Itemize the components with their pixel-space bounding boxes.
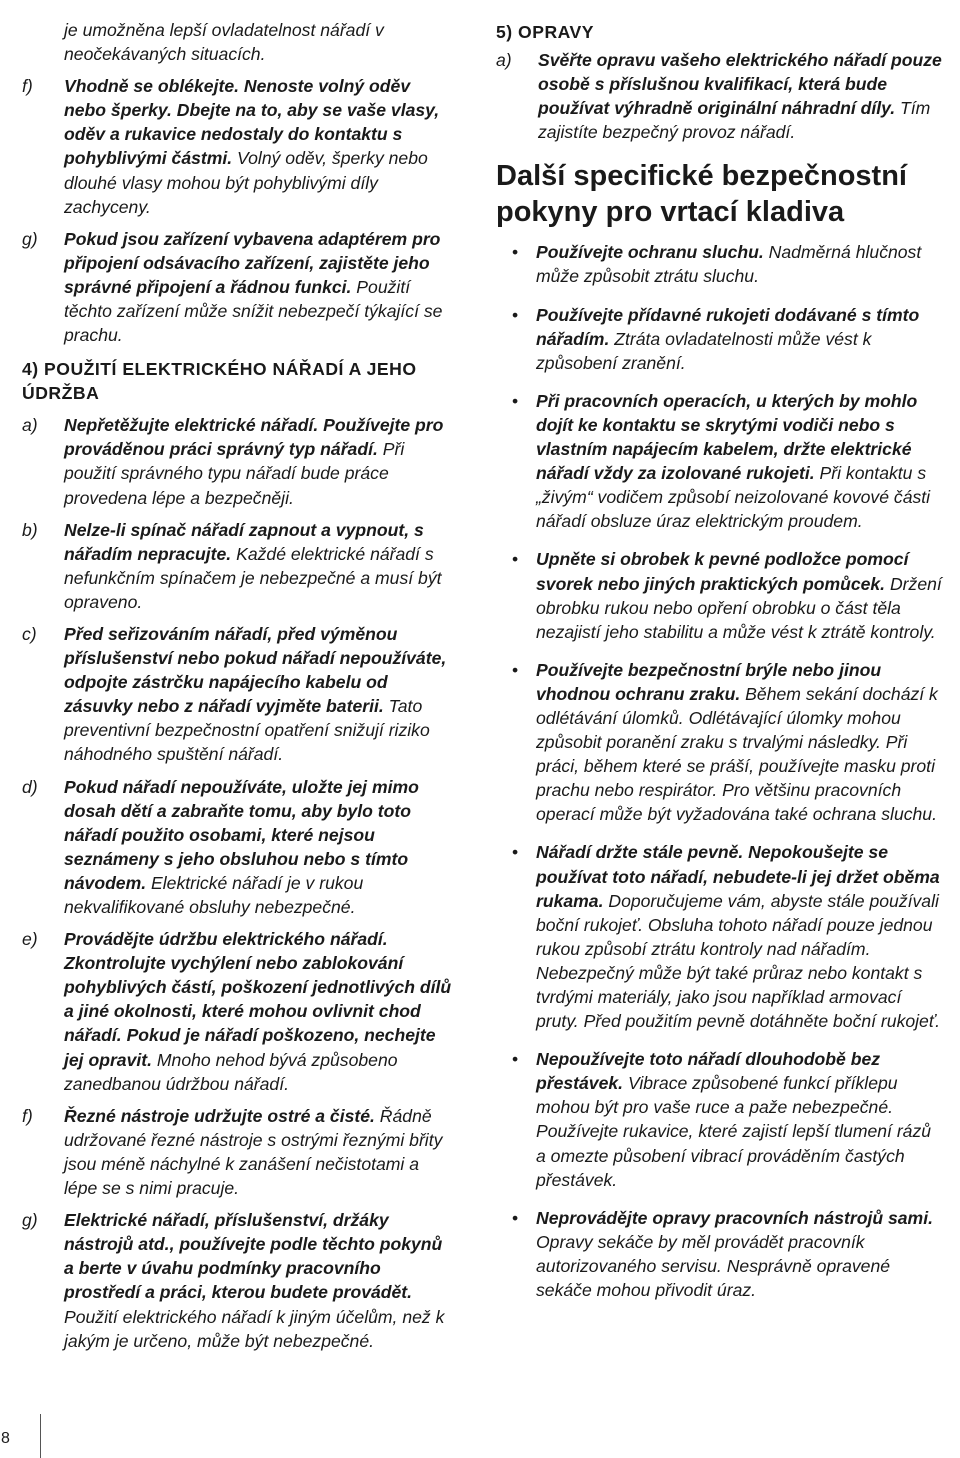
item-bold: Pokud nářadí nepoužíváte, uložte jej mimo dosah dětí a zabraňte tomu, aby bylo toto nářadí použito osobami, které nejsou seznámeny s jeho obsluhou nebo s tímto návodem. xyxy=(64,776,419,893)
bullet-icon: • xyxy=(512,549,519,570)
item-plain: Použití těchto zařízení může snížit nebezpečí týkající se prachu. xyxy=(64,276,443,346)
item-f xyxy=(22,74,454,219)
item-letter: a) xyxy=(22,415,38,436)
item-bold: Elektrické nářadí, příslušenství, držáky nástrojů atd., používejte podle těchto pokynů a berte v úvahu podmínky pracovního prostředí a práci, kterou budete provádět. xyxy=(64,1210,443,1303)
list-item: • Nářadí držte stále pevně. Nepokoušejte se používat toto nářadí, nebudete-li jej držet oběma rukama. Doporučujeme vám, abyste stále používali boční rukojeť. Obsluha tohoto nářadí pouze jednou rukou způsobí ztrátu kontroly nad nářadím. Nebezpečný může být také průraz nebo kontakt s tvrdými materiály, jako jsou například armovací pruty. Před použitím pevně dotáhněte boční rukojeť. xyxy=(512,842,940,1032)
section-4-title: 4) POUŽITÍ ELEKTRICKÉHO NÁŘADÍ A JEHO ÚDRŽBA xyxy=(22,359,417,404)
item-plain: Při použití správného typu nářadí bude práce provedena lépe a bezpečněji. xyxy=(64,439,405,508)
left-column xyxy=(22,18,454,1361)
item-bold: Vhodně se oblékejte. Nenoste volný oděv nebo šperky. Dbejte na to, aby se vaše vlasy, oděv a rukavice nedostaly do kontaktu s pohyblivými částmi. xyxy=(64,76,440,169)
item-letter: f) xyxy=(22,1105,33,1126)
item-bold: Řezné nástroje udržujte ostré a čisté. xyxy=(64,1105,375,1126)
list-item: • Nepoužívejte toto nářadí dlouhodobě bez přestávek. Vibrace způsobené funkcí příklepu mohou být pro vaše ruce a paže nebezpečné. Používejte rukavice, které zajistí lepší tlumení rázů a omezte působení vibrací prováděním častých přestávek. xyxy=(512,1049,932,1190)
specific-safety-heading: Další specifické bezpečnostní pokyny pro vrtací kladiva xyxy=(496,160,907,229)
item-letter: c) xyxy=(22,623,37,644)
item-bold: Provádějte údržbu elektrického nářadí. Zkontrolujte vychýlení nebo zablokování pohyblivých částí, poškození jednotlivých dílů a jiné okolnosti, které mohou ovlivnit chod nářadí. Pokud je nářadí poškozeno, nechejte jej opravit. xyxy=(64,929,452,1070)
list-item: • Upněte si obrobek k pevné podložce pomocí svorek nebo jiných praktických pomůcek. Držení obrobku rukou nebo opření obrobku o část těla nezajistí jeho stabilitu a může vést k ztrátě kontroly. xyxy=(512,549,942,642)
right-column xyxy=(496,18,944,1316)
item-bold: Před seřizováním nářadí, před výměnou příslušenství nebo pokud nářadí nepoužíváte, odpojte zástrčku napájecího kabelu od zásuvky nebo z nářadí vyjměte baterii. xyxy=(64,623,447,717)
bullet-icon: • xyxy=(512,304,519,325)
item-letter: f) xyxy=(22,76,33,97)
bullet-icon: • xyxy=(512,1207,519,1228)
item-letter: d) xyxy=(22,776,38,797)
section-5-title: 5) OPRAVY xyxy=(496,22,595,42)
bullet-icon: • xyxy=(512,242,519,263)
list-item: • Neprovádějte opravy pracovních nástrojů sami. Opravy sekáče by měl provádět pracovník autorizovaného servisu. Nesprávně opravené sekáče mohou přivodit úraz. xyxy=(512,1207,933,1301)
bullet-icon: • xyxy=(512,842,519,863)
item-plain: Tím zajistíte bezpečný provoz nářadí. xyxy=(538,98,931,143)
item-4e xyxy=(22,927,454,1096)
item-4b xyxy=(22,518,454,614)
item-4g xyxy=(22,1208,454,1353)
item-plain: Volný oděv, šperky nebo dlouhé vlasy mohou být pohyblivými díly zachyceny. xyxy=(64,148,428,217)
bullet-icon: • xyxy=(512,1049,519,1070)
item-bold: Nelze-li spínač nářadí zapnout a vypnout, s nářadím nepracujte. xyxy=(64,519,424,564)
item-4c xyxy=(22,622,454,767)
list-item: • Při pracovních operacích, u kterých by mohlo dojít ke kontaktu se skrytými vodiči nebo s vlastním napájecím kabelem, držte elektrické nářadí vždy za izolované rukojeti. Při kontaktu s „živým“ vodičem způsobí neizolované kovové části nářadí obsluze úraz elektrickým proudem. xyxy=(512,390,931,532)
item-bold: Svěřte opravu vašeho elektrického nářadí pouze osobě s příslušnou kvalifikací, která bude používat výhradně originální náhradní díly. xyxy=(538,50,942,119)
item-letter: g) xyxy=(22,1210,38,1231)
item-letter: b) xyxy=(22,519,38,540)
page-number: 8 xyxy=(1,1430,10,1447)
bullet-icon: • xyxy=(512,659,519,680)
list-item: • Používejte ochranu sluchu. Nadměrná hlučnost může způsobit ztrátu sluchu. xyxy=(512,242,922,287)
item-bold: Nepřetěžujte elektrické nářadí. Používejte pro prováděnou práci správný typ nářadí. xyxy=(64,415,444,460)
item-4a xyxy=(22,413,454,509)
item-plain: Každé elektrické nářadí s nefunkčním spínačem je nebezpečné a musí být opraveno. xyxy=(64,543,442,612)
item-g xyxy=(22,227,454,347)
item-letter: a) xyxy=(496,50,512,70)
item-plain: Mnoho nehod bývá způsobeno zanedbanou údržbou nářadí. xyxy=(64,1049,398,1094)
item-letter: g) xyxy=(22,228,38,249)
item-4f xyxy=(22,1104,454,1200)
item-plain: Použití elektrického nářadí k jiným účelům, než k jakým je určeno, může být nebezpečné. xyxy=(64,1306,445,1351)
item-plain: Řádně udržované řezné nástroje s ostrými řeznými břity jsou méně náchylné k zanášení nečistotami a lépe se s nimi pracuje. xyxy=(64,1105,443,1199)
list-item: • Používejte bezpečnostní brýle nebo jinou vhodnou ochranu zraku. Během sekání dochází k odlétávání úlomků. Odlétávající úlomky mohou způsobit poranění zraku s trvalými následky. Při práci, během které se práší, používejte masku proti prachu nebo respirátor. Pro většinu pracovních operací může být vyžadována také ochrana sluchu. xyxy=(512,659,938,825)
item-e-continuation: je umožněna lepší ovladatelnost nářadí v neočekávaných situacích. xyxy=(64,20,384,65)
bullet-icon: • xyxy=(512,390,519,411)
item-letter: e) xyxy=(22,929,38,950)
item-plain: Tato preventivní bezpečnostní opatření snižují riziko náhodného spuštění nářadí. xyxy=(64,696,430,765)
safety-bullet-list xyxy=(496,240,944,1302)
item-plain: Elektrické nářadí je v rukou nekvalifikované obsluhy nebezpečné. xyxy=(64,872,364,917)
item-5a xyxy=(496,48,944,144)
list-item: • Používejte přídavné rukojeti dodávané s tímto nářadím. Ztráta ovladatelnosti může vést k způsobení zranění. xyxy=(512,304,920,373)
item-4d xyxy=(22,775,454,920)
item-bold: Pokud jsou zařízení vybavena adaptérem pro připojení odsávacího zařízení, zajistěte jeho správné připojení a řádnou funkci. xyxy=(64,228,441,297)
